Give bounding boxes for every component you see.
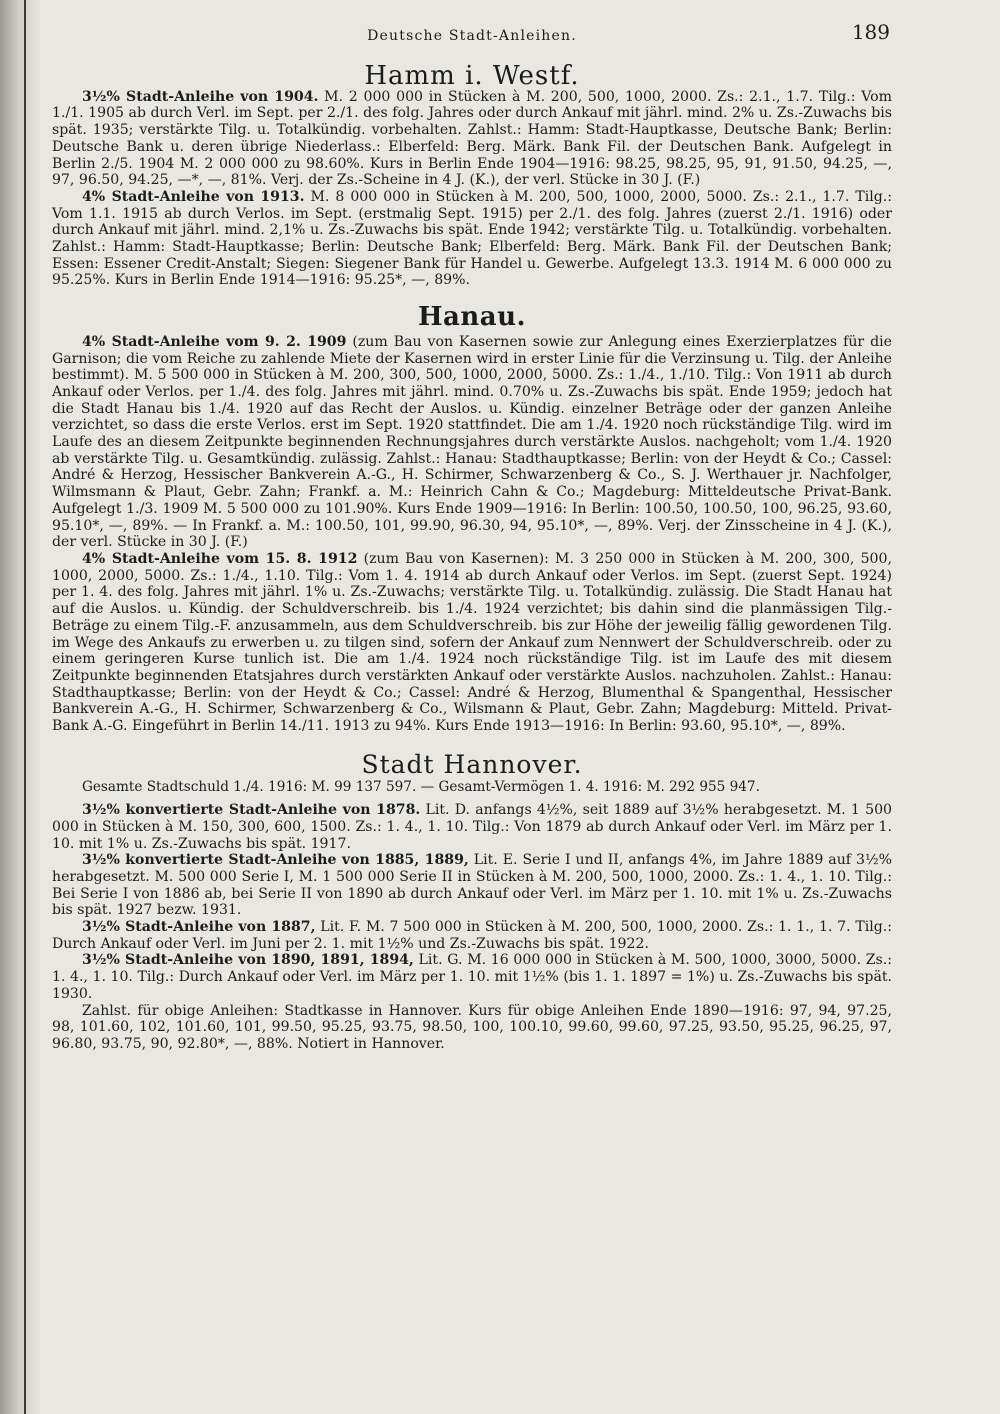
running-header [52, 20, 892, 54]
city-heading-hamm: Hamm i. Westf. [364, 61, 580, 91]
loan-details: M. 8 000 000 in Stücken à M. 200, 500, 1000, 2000, 5000. Zs.: 2.1., 1.7. Tilg.: Vom 1.1. 1915 ab durch Verlos. im Sept. (erstmalig Sept. 1915) per 2./1. des folg. Jahres (zuerst 2./1. 1916) oder durch Ankauf mit jährl. mind. 2,1% u. Zs.-Zuwachs bis spät. Ende 1942; verstärkte Tilg. u. Totalkündig. vorbehalten. Zahlst.: Hamm: Stadt-Hauptkasse; Berlin: Deutsche Bank; Elberfeld: Berg. Märk. Bank Fil. der Deutschen Bank; Essen: Essener Credit-Anstalt; Siegen: Siegener Bank für Handel u. Gewerbe. Aufgelegt 13.3. 1914 M. 6 000 000 zu 95.25%. Kurs in Berlin Ende 1914—1916: 95.25*, —, 89%. [52, 188, 892, 289]
loan-details: (zum Bau von Kasernen): M. 3 250 000 in Stücken à M. 200, 300, 500, 1000, 2000, 5000. Zs.: 1./4., 1.10. Tilg.: Vom 1. 4. 1914 ab durch Ankauf oder Verlos. im Sept. (zuerst Sept. 1924) per 1. 4. des folg. Jahres mit jährl. 1% u. Zs.-Zuwachs; verstärkte Tilg. u. Totalkündig. zulässig. Die Stadt Hanau hat auf die Auslos. u. Kündig. der Schuldverschreib. bis 1./4. 1924 verzichtet; bis dahin sind die planmässigen Tilg.-Beträge zu einem Tilg.-F. anzusammeln, aus dem Schuldverschreib. bis zur Höhe der jeweilig fällig gewordenen Tilg. im Wege des Ankaufs zu erwerben u. zu tilgen sind, sofern der Ankauf zum Nennwert der Schuldverschreib. oder zu einem geringeren Kurse tunlich ist. Die am 1./4. 1924 noch rückständige Tilg. ist im Laufe des mit diesem Zeitpunkte beginnenden Etatsjahres durch verstärkten Ankauf oder verstärkte Auslos. nachzuholen. Zahlst.: Hanau: Stadthauptkasse; Berlin: von der Heydt & Co.; Cassel: André & Herzog, Blumenthal & Spangenthal, Hessischer Bankverein A.-G., H. Schirmer, Schwarzenberg & Co., Wilsmann & Plaut, Gebr. Zahn; Magdeburg: Mitteld. Privat-Bank A.-G. Eingeführt in Berlin 14./11. 1913 zu 94%. Kurs Ende 1913—1916: In Berlin: 93.60, 95.10*, —, 89%. [52, 550, 892, 735]
loan-details: M. 2 000 000 in Stücken à M. 200, 500, 1000, 2000. Zs.: 2.1., 1.7. Tilg.: Vom 1./1. 1905 ab durch Verl. im Sept. per 2./1. des folg. Jahres oder durch Ankauf mit jährl. mind. 2% u. Zs.-Zuwachs bis spät. 1935; verstärkte Tilg. u. Totalkündig. vorbehalten. Zahlst.: Hamm: Stadt-Hauptkasse, Deutsche Bank; Berlin: Deutsche Bank u. deren übrige Niederlass.: Elberfeld: Berg. Märk. Bank Fil. der Deutschen Bank. Aufgelegt in Berlin 2./5. 1904 M. 2 000 000 zu 98.60%. Kurs in Berlin Ende 1904—1916: 98.25, 98.25, 95, 91, 91.50, 94.25, —, 97, 96.50, 94.25, —*, —, 81%. Verj. der Zs.-Scheine in 4 J. (K.), der verl. Stücke in 30 J. (F.) [52, 88, 892, 189]
loan-title: 4% Stadt-Anleihe vom 9. 2. 1909 [82, 333, 347, 350]
loan-title: 3½% Stadt-Anleihe von 1890, 1891, 1894, [82, 952, 414, 969]
loan-title: 3½% Stadt-Anleihe von 1887, [82, 919, 316, 936]
loan-entry-hannover-1887 [52, 919, 892, 952]
loan-entry-hannover-1885 [52, 852, 892, 919]
loan-entry-hamm-1913 [52, 189, 892, 289]
loan-entry-hamm-1904 [52, 89, 892, 189]
section-hannover [52, 749, 892, 1053]
loan-details: (zum Bau von Kasernen sowie zur Anlegung eines Exerzierplatzes für die Garnison; die vom Reiche zu zahlende Miete der Kasernen wird in erster Linie für die Verzinsung u. Tilg. der Anleihe bestimmt). M. 5 500 000 in Stücken à M. 200, 300, 500, 1000, 2000, 5000. Zs.: 1./4., 1./10. Tilg.: Von 1911 ab durch Ankauf oder Verlos. per 1./4. des folg. Jahres mit jährl. mind. 0.70% u. Zs.-Zuwachs bis spät. Ende 1959; jedoch hat die Stadt Hanau bis 1./4. 1920 auf das Recht der Auslos. u. Kündig. einzelner Beträge oder der ganzen Anleihe verzichtet, so dass die erste Verlos. erst im Sept. 1920 stattfindet. Die am 1./4. 1920 noch rückständige Tilg. wird im Laufe des an diesem Zeitpunkte beginnenden Rechnungsjahres durch verstärkte Auslos. nachgeholt; vom 1./4. 1920 ab verstärkte Tilg. u. Gesamtkündig. zulässig. Zahlst.: Hanau: Stadthauptkasse; Berlin: von der Heydt & Co.; Cassel: André & Herzog, Hessischer Bankverein A.-G., H. Schirmer, Schwarzenberg & Co., S. J. Werthauer jr. Nachfolger, Wilmsmann & Plaut, Gebr. Zahn; Frankf. a. M.: Heinrich Cahn & Co.; Magdeburg: Mitteldeutsche Privat-Bank. Aufgelegt 1./3. 1909 M. 5 500 000 zu 101.90%. Kurs Ende 1909—1916: In Berlin: 100.50, 100.50, 100, 96.25, 93.60, 95.10*, —, 89%. — In Frankf. a. M.: 100.50, 101, 99.90, 96.30, 94, 95.10*, —, 89%. Verj. der Zinsscheine in 4 J. (K.), der verl. Stücke in 30 J. (F.) [52, 333, 892, 551]
gutter-binding-line [24, 0, 26, 1414]
section-hamm [52, 61, 892, 289]
loan-details: Lit. F. M. 7 500 000 in Stücken à M. 200, 500, 1000, 2000. Zs.: 1. 1., 1. 7. Tilg.: Durch Ankauf oder Verl. im Juni per 2. 1. mit 1½% und Zs.-Zuwachs bis spät. 1922. [52, 919, 892, 952]
city-heading-hannover: Stadt Hannover. [361, 749, 583, 779]
section-hanau [52, 302, 892, 735]
loan-entry-hanau-1912 [52, 551, 892, 735]
page-number: 189 [851, 20, 890, 44]
loan-title: 4% Stadt-Anleihe vom 15. 8. 1912 [82, 550, 358, 567]
running-title: Deutsche Stadt-Anleihen. [367, 28, 577, 44]
loan-title: 3½% konvertierte Stadt-Anleihe von 1878. [82, 802, 421, 819]
loan-title: 3½% Stadt-Anleihe von 1904. [82, 88, 319, 105]
city-heading-hanau: Hanau. [417, 302, 527, 333]
loan-details: Lit. E. Serie I und II, anfangs 4%, im Jahre 1889 auf 3½% herabgesetzt. M. 500 000 Serie I, M. 1 500 000 Serie II in Stücken à M. 200, 500, 1000, 2000. Zs.: 1. 4., 1. 10. Tilg.: Bei Serie I von 1886 ab, bei Serie II von 1890 ab durch Ankauf oder Verl. im März per 1. 10. mit 1% u. Zs.-Zuwachs bis spät. 1927 bezw. 1931. [52, 852, 892, 919]
loan-details: Lit. G. M. 16 000 000 in Stücken à M. 500, 1000, 3000, 5000. Zs.: 1. 4., 1. 10. Tilg.: Durch Ankauf oder Verl. im März per 1. 10. mit 1½% (bis 1. 1. 1897 = 1%) u. Zs.-Zuwachs bis spät. 1930. [52, 952, 892, 1002]
loan-entry-hannover-1890 [52, 952, 892, 1002]
loan-entry-hannover-1878 [52, 802, 892, 852]
loan-details: Lit. D. anfangs 4½%, seit 1889 auf 3½% herabgesetzt. M. 1 500 000 in Stücken à M. 150, 300, 600, 1500. Zs.: 1. 4., 1. 10. Tilg.: Von 1879 ab durch Ankauf oder Verl. im März per 1. 10. mit 1% u. Zs.-Zuwachs bis spät. 1917. [52, 802, 892, 852]
loan-details: Zahlst. für obige Anleihen: Stadtkasse in Hannover. Kurs für obige Anleihen Ende 1890—1916: 97, 94, 97.25, 98, 101.60, 102, 101.60, 101, 99.50, 95.25, 93.75, 98.50, 100, 100.10, 99.60, 99.60, 97.25, 93.50, 95.25, 96.25, 97, 96.80, 93.75, 90, 92.80*, —, 88%. Notiert in Hannover. [52, 1002, 892, 1052]
loan-entry-hanau-1909 [52, 334, 892, 551]
document-page [52, 20, 892, 1053]
loan-title: 3½% konvertierte Stadt-Anleihe von 1885, 1889, [82, 852, 469, 869]
paying-agents-and-prices [52, 1003, 892, 1053]
loan-title: 4% Stadt-Anleihe von 1913. [82, 188, 305, 205]
book-gutter [0, 0, 40, 1414]
debt-summary: Gesamte Stadtschuld 1./4. 1916: M. 99 137 597. — Gesamt-Vermögen 1. 4. 1916: M. 292 955 947. [82, 779, 760, 796]
